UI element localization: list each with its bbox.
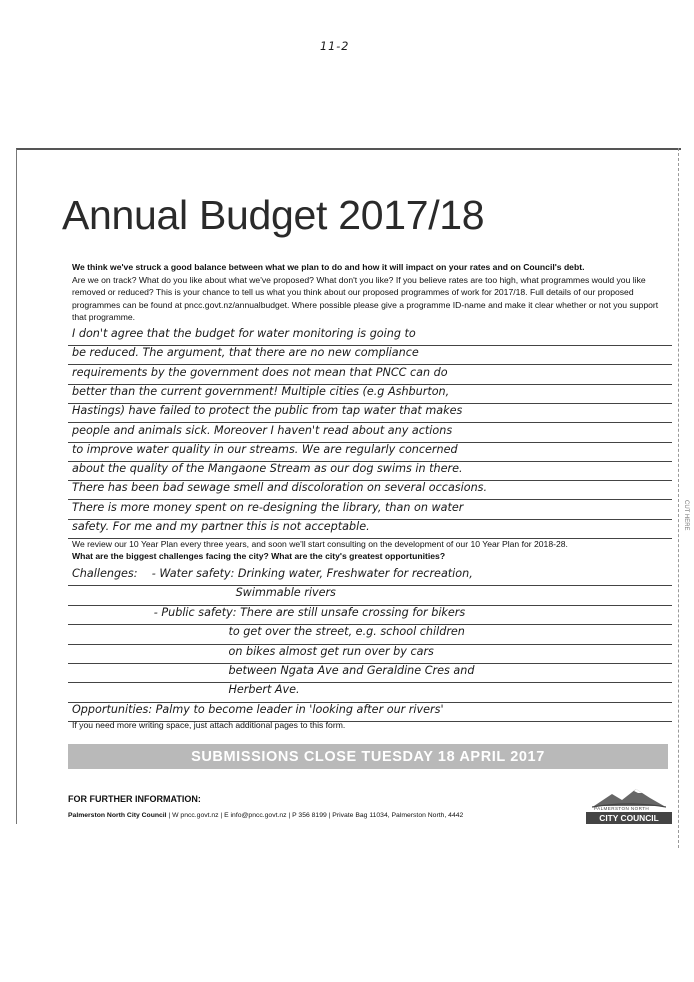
answer-line [68,566,672,586]
answer-line [68,365,672,385]
handwritten-text: on bikes almost get run over by cars [72,644,434,658]
contact-line [68,812,463,819]
intro-text [72,261,668,324]
answer-line [68,585,672,605]
answer-line [68,384,672,404]
question2-body: We review our 10 Year Plan every three years, and soon we'll start consulting on the development of our 10 Year Plan for 2018-28. [72,539,568,549]
answer-line [68,403,672,423]
deadline-text: SUBMISSIONS CLOSE TUESDAY 18 APRIL 2017 [191,748,545,765]
answer-line [68,682,672,702]
answer-line [68,605,672,625]
handwritten-page-number: 11-2 [320,40,350,53]
handwritten-text: be reduced. The argument, that there are no new compliance [72,346,419,360]
answer-box-budget[interactable] [68,326,672,538]
handwritten-text: Challenges: - Water safety: Drinking water, Freshwater for recreation, [72,567,473,580]
cut-line [678,148,680,848]
handwritten-text: There has been bad sewage smell and discoloration on several occasions. [72,481,488,495]
intro-lead: We think we've struck a good balance between what we plan to do and how it will impact on your rates and on Council's debt. [72,262,585,272]
contact-details: | W pncc.govt.nz | E info@pncc.govt.nz | P 356 8199 | Private Bag 11034, Palmerston North, 4442 [168,812,464,819]
answer-line [68,442,672,462]
handwritten-text: - Public safety: There are still unsafe crossing for bikers [72,605,466,619]
handwritten-text: I don't agree that the budget for water monitoring is going to [72,327,416,340]
answer-line [68,663,672,683]
answer-line [68,624,672,644]
answer-line [68,500,672,520]
handwritten-text: to get over the street, e.g. school children [72,625,465,639]
handwritten-text: safety. For me and my partner this is not acceptable. [72,520,370,533]
attach-note: If you need more writing space, just attach additional pages to this form. [72,720,346,730]
handwritten-text: Herbert Ave. [72,683,300,697]
intro-body: Are we on track? What do you like about what we've proposed? What don't you like? If you believe rates are too high, what programmes would you like removed or reduced? This is your chance to tell us what you think about our proposed programmes of work for 2017/18. Full details of our proposed programmes can be found at pncc.govt.nz/annualbudget. Where possible please give a programme ID-name and make it clear whether or not you support that programme. [72,274,659,323]
answer-line [68,644,672,664]
answer-line [68,519,672,539]
question-ten-year-plan [72,538,668,563]
mountain-logo-icon [592,786,666,808]
logo-name: CITY COUNCIL [586,812,672,824]
answer-line [68,326,672,346]
handwritten-text: Hastings) have failed to protect the public from tap water that makes [72,404,463,418]
handwritten-text: about the quality of the Mangaone Stream as our dog swims in there. [72,462,463,476]
answer-line [68,461,672,481]
council-name: Palmerston North City Council [68,812,167,819]
answer-box-challenges[interactable] [68,566,672,721]
form-title: Annual Budget 2017/18 [62,192,485,238]
handwritten-text: requirements by the government does not mean that PNCC can do [72,365,448,379]
deadline-banner [68,744,668,769]
answer-line [68,345,672,365]
handwritten-text: better than the current government! Multiple cities (e.g Ashburton, [72,384,450,398]
handwritten-text: to improve water quality in our streams. We are regularly concerned [72,442,458,456]
cut-here-label: CUT HERE [683,500,689,531]
answer-line [68,480,672,500]
question2-bold: What are the biggest challenges facing the city? What are the city's greatest opportunities? [72,551,446,562]
handwritten-text: people and animals sick. Moreover I haven't read about any actions [72,423,453,437]
answer-line [68,423,672,443]
council-logo [586,786,672,826]
info-heading: FOR FURTHER INFORMATION: [68,794,201,804]
handwritten-text: Opportunities: Palmy to become leader in 'looking after our rivers' [72,702,444,716]
logo-subtitle: PALMERSTON NORTH [594,806,650,811]
handwritten-text: Swimmable rivers [72,586,336,600]
handwritten-text: There is more money spent on re-designing the library, than on water [72,500,464,514]
handwritten-text: between Ngata Ave and Geraldine Cres and [72,664,475,677]
